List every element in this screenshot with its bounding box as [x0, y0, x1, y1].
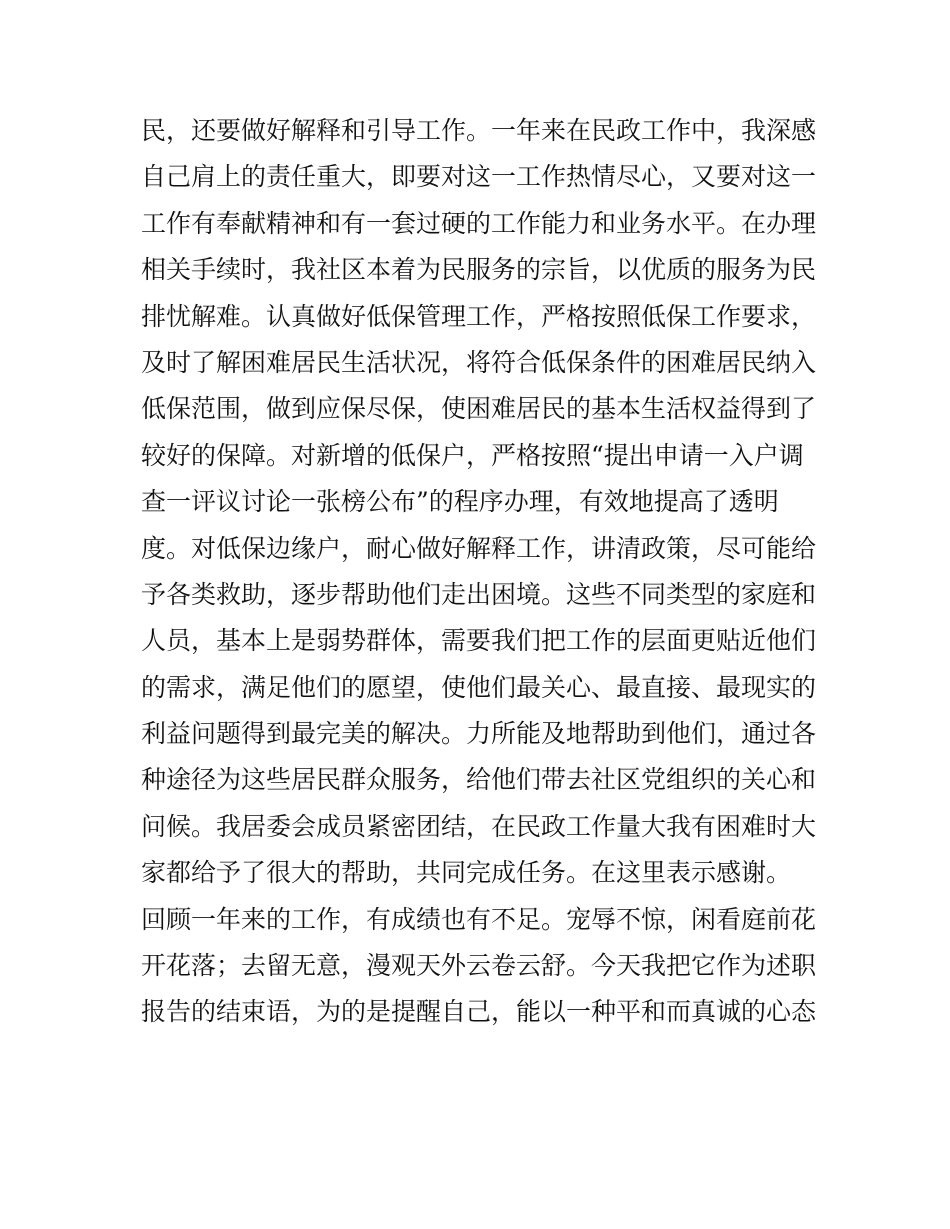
text-line: 报告的结束语，为的是提醒自己，能以一种平和而真诚的心态	[141, 997, 817, 1027]
body-text	[141, 108, 821, 1036]
text-line: 低保范围，做到应保尽保，使困难居民的基本生活权益得到了	[141, 394, 817, 424]
text-line: 工作有奉献精神和有一套过硬的工作能力和业务水平。在办理	[141, 208, 817, 238]
text-line: 种途径为这些居民群众服务，给他们带去社区党组织的关心和	[141, 765, 817, 795]
text-line: 查一评议讨论一张榜公布”的程序办理，有效地提高了透明	[141, 487, 779, 517]
text-line: 开花落；去留无意，漫观天外云卷云舒。今天我把它作为述职	[141, 951, 817, 981]
text-line: 及时了解困难居民生活状况，将符合低保条件的困难居民纳入	[141, 347, 817, 377]
text-line: 排忧解难。认真做好低保管理工作，严格按照低保工作要求，	[141, 301, 817, 331]
text-line: 度。对低保边缘户，耐心做好解释工作，讲清政策，尽可能给	[141, 533, 817, 563]
text-line: 相关手续时，我社区本着为民服务的宗旨，以优质的服务为民	[141, 255, 817, 285]
text-line: 人员，基本上是弱势群体，需要我们把工作的层面更贴近他们	[141, 626, 817, 656]
text-line: 利益问题得到最完美的解决。力所能及地帮助到他们，通过各	[141, 719, 817, 749]
text-line: 问候。我居委会成员紧密团结，在民政工作量大我有困难时大	[141, 811, 817, 841]
text-line: 予各类救助，逐步帮助他们走出困境。这些不同类型的家庭和	[141, 579, 817, 609]
text-line: 较好的保障。对新增的低保户，严格按照“提出申请一入户调	[141, 440, 804, 470]
text-line: 民，还要做好解释和引导工作。一年来在民政工作中，我深感	[141, 116, 817, 145]
text-line: 的需求，满足他们的愿望，使他们最关心、最直接、最现实的	[141, 672, 817, 702]
text-line: 自己肩上的责任重大，即要对这一工作热情尽心，又要对这一	[141, 162, 817, 192]
text-line: 回顾一年来的工作，有成绩也有不足。宠辱不惊，闲看庭前花	[141, 904, 817, 934]
text-line: 家都给予了很大的帮助，共同完成任务。在这里表示感谢。	[141, 858, 792, 888]
